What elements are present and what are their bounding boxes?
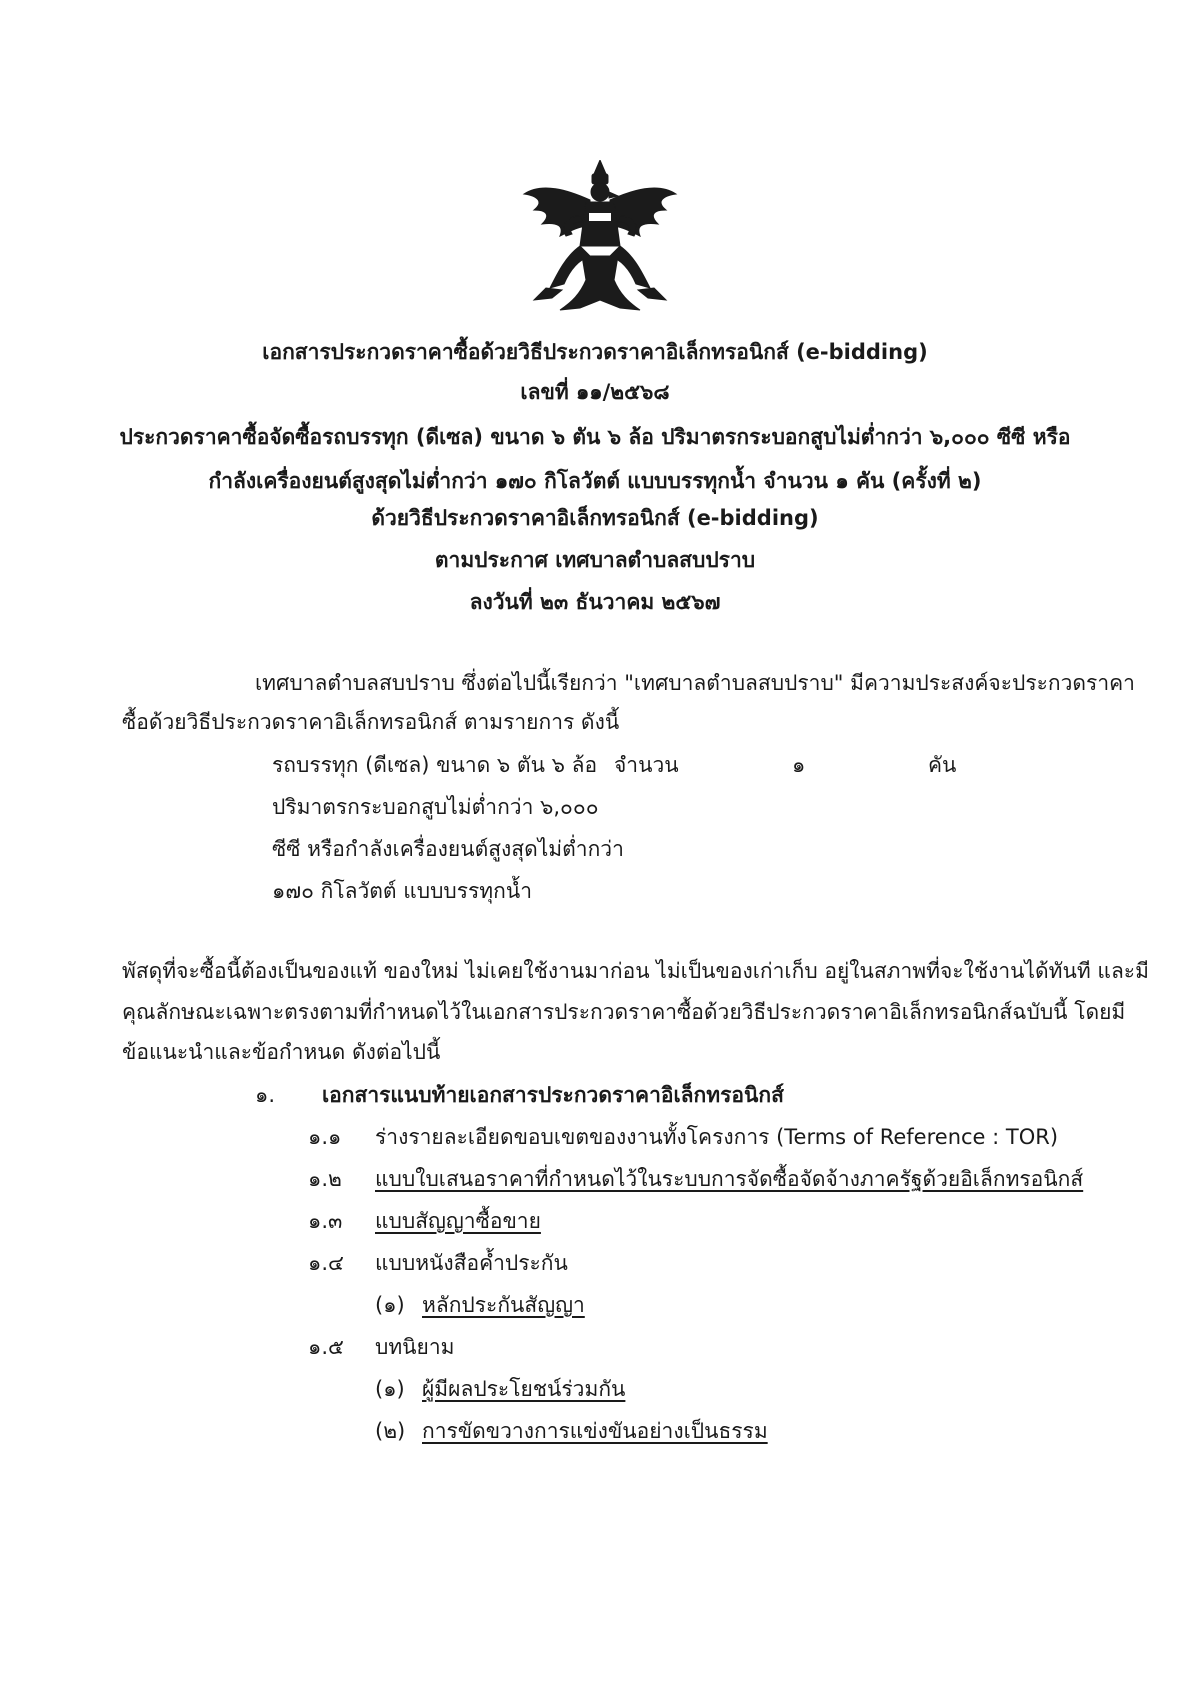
link-purchase-contract[interactable]: แบบสัญญาซื้อขาย <box>375 1209 541 1233</box>
subject-line-1: ประกวดราคาซื้อจัดซื้อรถบรรทุก (ดีเซล) ขนาด ๖ ตัน ๖ ล้อ ปริมาตรกระบอกสูบไม่ต่ำกว่า ๖,๐๐๐ ซีซี หรือ <box>119 425 1071 449</box>
subsection-number: ๑.๑ <box>308 1125 342 1149</box>
section-title: เอกสารแนบท้ายเอกสารประกวดราคาอิเล็กทรอนิกส์ <box>322 1083 784 1107</box>
link-contract-guarantee[interactable]: หลักประกันสัญญา <box>422 1293 585 1317</box>
item-unit: คัน <box>928 753 957 777</box>
subsection-number: ๑.๒ <box>308 1167 342 1191</box>
intro-line-1: เทศบาลตำบลสบปราบ ซึ่งต่อไปนี้เรียกว่า "เทศบาลตำบลสบปราบ" มีความประสงค์จะประกวดราคา <box>255 671 1135 695</box>
section-number: ๑. <box>255 1083 276 1107</box>
subsection-number: ๑.๔ <box>308 1251 344 1275</box>
subject-line-2: กำลังเครื่องยนต์สูงสุดไม่ต่ำกว่า ๑๗๐ กิโลวัตต์ แบบบรรทุกน้ำ จำนวน ๑ คัน (ครั้งที่ ๒) <box>208 469 982 493</box>
sub-item-number: (๑) <box>375 1293 405 1317</box>
garuda-emblem-icon <box>520 160 680 312</box>
conditions-line-2: คุณลักษณะเฉพาะตรงตามที่กำหนดไว้ในเอกสารประกวดราคาซื้อด้วยวิธีประกวดราคาอิเล็กทรอนิกส์ฉบับนี้ โดยมี <box>122 1000 1126 1024</box>
conditions-line-1: พัสดุที่จะซื้อนี้ต้องเป็นของแท้ ของใหม่ ไม่เคยใช้งานมาก่อน ไม่เป็นของเก่าเก็บ อยู่ในสภาพที่จะใช้งานได้ทันที และมี <box>122 959 1149 983</box>
sub-item-number: (๒) <box>375 1419 406 1443</box>
subsection-definitions: บทนิยาม <box>375 1335 455 1359</box>
item-quantity: ๑ <box>792 753 806 777</box>
sub-item-number: (๑) <box>375 1377 405 1401</box>
procurement-method: ด้วยวิธีประกวดราคาอิเล็กทรอนิกส์ (e-bidding) <box>371 506 819 530</box>
document-title: เอกสารประกวดราคาซื้อด้วยวิธีประกวดราคาอิเล็กทรอนิกส์ (e-bidding) <box>262 340 928 364</box>
subsection-number: ๑.๓ <box>308 1209 343 1233</box>
item-description-line: ซีซี หรือกำลังเครื่องยนต์สูงสุดไม่ต่ำกว่า <box>272 837 624 861</box>
link-bid-form[interactable]: แบบใบเสนอราคาที่กำหนดไว้ในระบบการจัดซื้อจัดจ้างภาครัฐด้วยอิเล็กทรอนิกส์ <box>375 1167 1084 1191</box>
item-description-line: รถบรรทุก (ดีเซล) ขนาด ๖ ตัน ๖ ล้อ <box>272 753 598 777</box>
document-number: เลขที่ ๑๑/๒๕๖๘ <box>520 380 670 404</box>
link-unfair-competition[interactable]: การขัดขวางการแข่งขันอย่างเป็นธรรม <box>422 1419 768 1443</box>
announcement-date: ลงวันที่ ๒๓ ธันวาคม ๒๕๖๗ <box>469 590 721 614</box>
link-joint-interest[interactable]: ผู้มีผลประโยชน์ร่วมกัน <box>422 1377 626 1401</box>
announcement-reference: ตามประกาศ เทศบาลตำบลสบปราบ <box>434 548 756 572</box>
item-quantity-label: จำนวน <box>614 753 679 777</box>
subsection-tor: ร่างรายละเอียดขอบเขตของงานทั้งโครงการ (Terms of Reference : TOR) <box>375 1125 1059 1149</box>
conditions-line-3: ข้อแนะนำและข้อกำหนด ดังต่อไปนี้ <box>122 1040 441 1064</box>
subsection-guarantee: แบบหนังสือค้ำประกัน <box>375 1251 568 1275</box>
intro-line-2: ซื้อด้วยวิธีประกวดราคาอิเล็กทรอนิกส์ ตามรายการ ดังนี้ <box>122 710 620 734</box>
item-description-line: ปริมาตรกระบอกสูบไม่ต่ำกว่า ๖,๐๐๐ <box>272 795 599 819</box>
item-description-line: ๑๗๐ กิโลวัตต์ แบบบรรทุกน้ำ <box>272 879 533 903</box>
subsection-number: ๑.๕ <box>308 1335 344 1359</box>
